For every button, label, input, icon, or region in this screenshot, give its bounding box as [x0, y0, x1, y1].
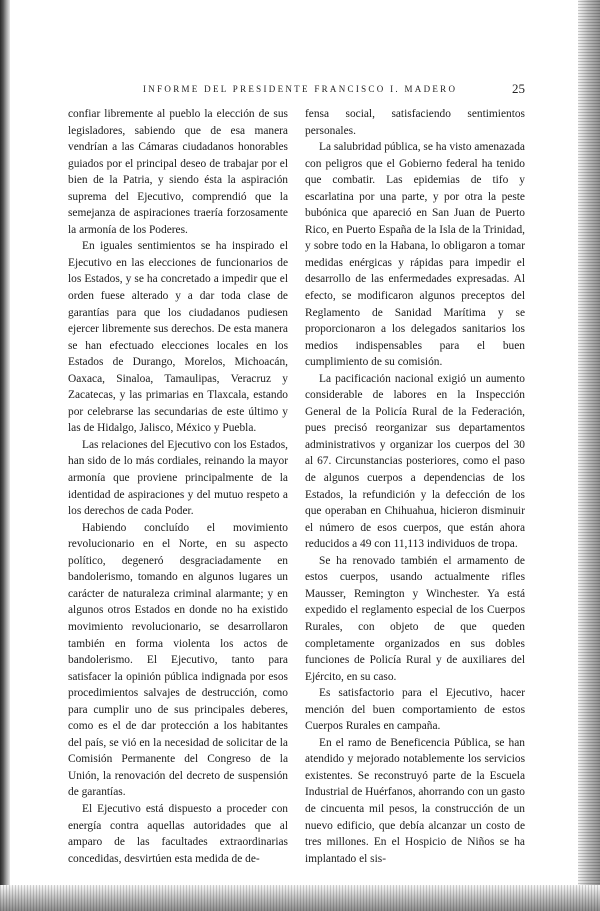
running-title: INFORME DEL PRESIDENTE FRANCISCO I. MADERO — [143, 84, 458, 94]
page-number: 25 — [512, 81, 525, 96]
paragraph: fensa social, satisfaciendo sentimientos personales. — [305, 108, 525, 137]
left-column — [68, 106, 288, 867]
paragraph: En iguales sentimientos se ha inspirado el Ejecutivo en las elecciones de funcionarios de los Estados, y se ha concretado a impedir que el orden fuese alterado y a dar toda clase de garantías para que los ciudadanos pudiesen ejercer libremente sus derechos. De esta manera se han efectuado elecciones locales en los Estados de Durango, Morelos, Michoacán, Oaxaca, Sinaloa, Tamaulipas, Veracruz y Zacatecas, y las primarias en Tlaxcala, estando por celebrarse las secundarias de este último y las de Hidalgo, Jalisco, México y Puebla. — [68, 240, 288, 435]
paragraph: Las relaciones del Ejecutivo con los Estados, han sido de lo más cordiales, reinando la mayor armonía que proviene principalmente de la identidad de aspiraciones y del mutuo respeto a los derechos de cada Poder. — [68, 438, 288, 518]
right-column — [305, 106, 525, 867]
paragraph: Es satisfactorio para el Ejecutivo, hacer mención del buen comportamiento de estos Cuerpos Rurales en campaña. — [305, 687, 525, 733]
paragraph: El Ejecutivo está dispuesto a proceder con energía contra aquellas autoridades que al amparo de las facultades extraordinarias concedidas, desvirtúen esta medida de de- — [68, 802, 288, 865]
paragraph: Habiendo concluído el movimiento revolucionario en el Norte, en su aspecto político, degeneró desgraciadamente en bandolerismo, tomando en algunos lugares un carácter de naturaleza criminal alarmante; y en algunos otros Estados en donde no ha existido movimiento revolucionario, se desarrollaron también en forma violenta los actos de bandolerismo. El Ejecutivo, tanto para satisfacer la opinión pública indignada por esos procedimientos salvajes de destrucción, como para cumplir uno de sus principales deberes, como es el de dar protección a los habitantes del país, se vió en la necesidad de solicitar de la Comisión Permanente del Congreso de la Unión, la renovación del decreto de suspensión de garantías. — [68, 521, 288, 799]
scan-bottom-edge — [0, 885, 600, 911]
paragraph: En el ramo de Beneficencia Pública, se han atendido y mejorado notablemente los servicios existentes. Se reconstruyó parte de la Escuela Industrial de Huérfanos, ahorrando con un gasto de cincuenta mil pesos, la construcción de un nuevo edificio, que debía alcanzar un costo de tres millones. En el Hospicio de Niños se ha implantado el sis- — [305, 736, 525, 865]
paragraph: Se ha renovado también el armamento de estos cuerpos, usando actualmente rifles Mausser, Remington y Winchester. Ya está expedido el reglamento especial de los Cuerpos Rurales, con objeto de que queden completamente organizados en sus dobles funciones de Policía Rural y de auxiliares del Ejército, en su caso. — [305, 554, 525, 683]
paragraph: La pacificación nacional exigió un aumento considerable de labores en la Inspección General de la Policía Rural de la Federación, pues precisó reorganizar sus departamentos administrativos y organizar los cuerpos del 30 al 67. Circunstancias posteriores, como el paso de algunos cuerpos a dependencias de los Estados, la refundición y la defección de los que operaban en Chihuahua, hicieron disminuir el número de esos cuerpos, que están ahora reducidos a 49 con 11,113 individuos de tropa. — [305, 372, 525, 551]
paragraph: confiar libremente al pueblo la elección de sus legisladores, sabiendo que de esa manera vendrían a las Cámaras ciudadanos honorables guiados por el principal deseo de trabajar por el bien de la Patria, y siendo ésta la aspiración suprema del Ejecutivo, comprendió que la semejanza de aspiraciones traería forzosamente la armonía de los Poderes. — [68, 108, 288, 236]
scan-right-edge — [578, 0, 600, 911]
scan-left-edge — [0, 0, 10, 911]
paragraph: La salubridad pública, se ha visto amenazada con peligros que el Gobierno federal ha tenido que combatir. Las epidemias de tifo y escarlatina por una parte, y por otra la peste bubónica que apareció en San Juan de Puerto Rico, en Puerto España de la Isla de la Trinidad, y sobre todo en la Habana, lo obligaron a tomar medidas enérgicas y rápidas para impedir el desarrollo de las enfermedades expresadas. Al efecto, se modificaron algunos preceptos del Reglamento de Sanidad Marítima y se proporcionaron a los delegados sanitarios los medios indispensables para el buen cumplimiento de su comisión. — [305, 141, 525, 369]
